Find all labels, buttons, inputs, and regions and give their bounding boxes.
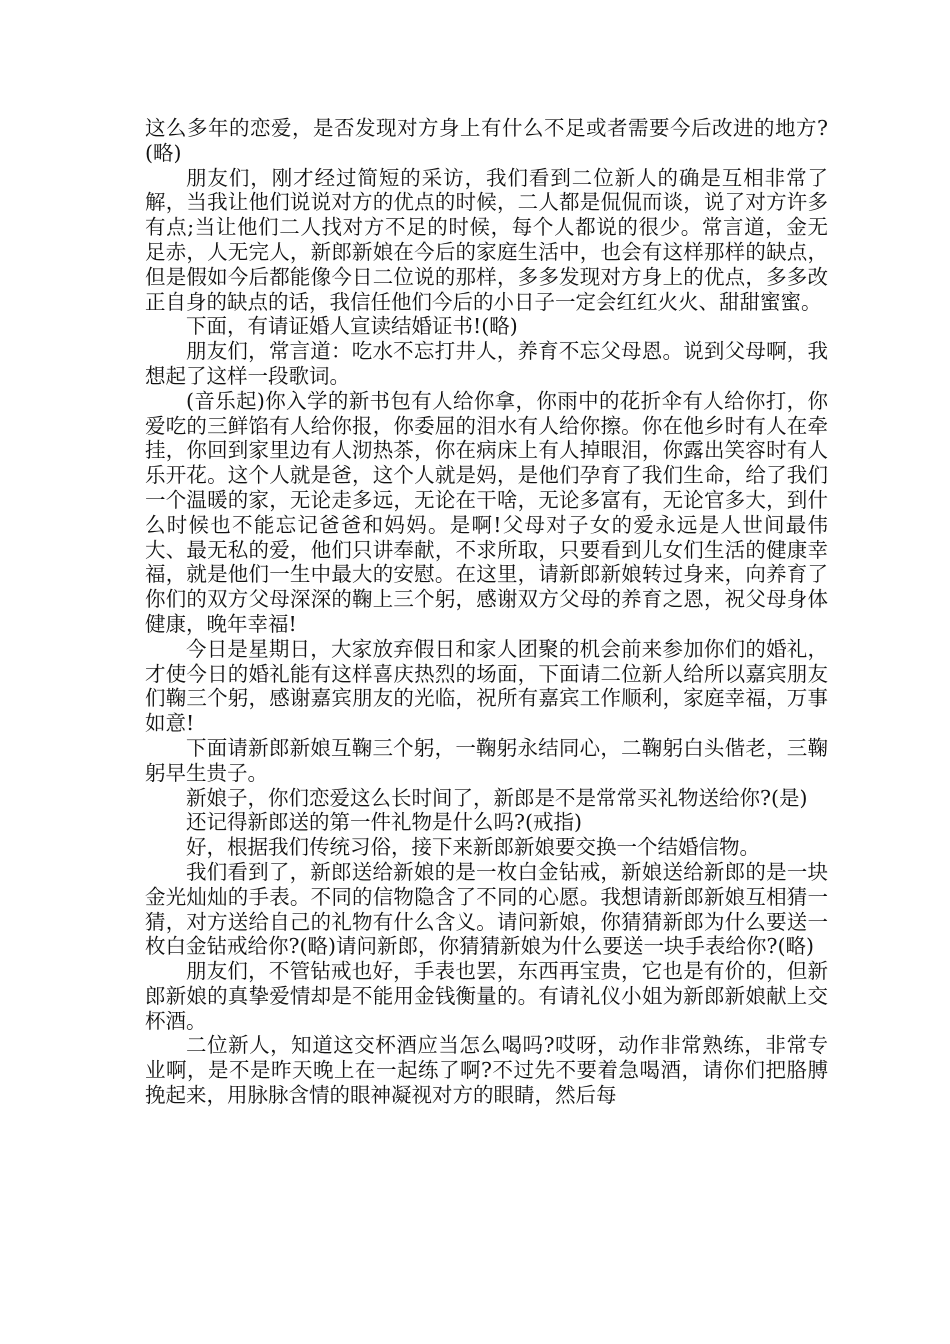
paragraph-4: 朋友们，常言道：吃水不忘打井人，养育不忘父母恩。说到父母啊，我想起了这样一段歌词。	[145, 339, 828, 388]
document-page	[145, 116, 828, 1108]
paragraph-10: 好，根据我们传统习俗，接下来新郎新娘要交换一个结婚信物。	[186, 835, 760, 860]
paragraph-8: 新娘子，你们恋爱这么长时间了，新郎是不是常常买礼物送给你?(是)	[186, 785, 808, 810]
paragraph-3: 下面，有请证婚人宣读结婚证书!(略)	[186, 314, 518, 339]
paragraph-9: 还记得新郎送的第一件礼物是什么吗?(戒指)	[186, 810, 582, 835]
paragraph-13: 二位新人，知道这交杯酒应当怎么喝吗?哎呀，动作非常熟练，非常专业啊，是不是昨天晚上在一起练了啊?不过先不要着急喝酒，请你们把胳膊挽起来，用脉脉含情的眼神凝视对方的眼睛，然后每	[145, 1033, 828, 1108]
paragraph-7: 下面请新郎新娘互鞠三个躬，一鞠躬永结同心，二鞠躬白头偕老，三鞠躬早生贵子。	[145, 735, 828, 785]
paragraph-11: 我们看到了，新郎送给新娘的是一枚白金钻戒，新娘送给新郎的是一块金光灿灿的手表。不同的信物隐含了不同的心愿。我想请新郎新娘互相猜一猜，对方送给自己的礼物有什么含义。请问新娘，你猜猜新郎为什么要送一枚白金钻戒给你?(略)请问新郎，你猜猜新娘为什么要送一块手表给你?(略)	[145, 859, 828, 959]
paragraph-2: 朋友们，刚才经过简短的采访，我们看到二位新人的确是互相非常了解，当我让他们说说对方的优点的时候，二人都是侃侃而谈，说了对方许多有点;当让他们二人找对方不足的时候，每个人都说的很少。常言道，金无足赤，人无完人，新郎新娘在今后的家庭生活中，也会有这样那样的缺点，但是假如今后都能像今日二位说的那样，多多发现对方身上的优点，多多改正自身的缺点的话，我信任他们今后的小日子一定会红红火火、甜甜蜜蜜。	[145, 165, 828, 314]
paragraph-12: 朋友们，不管钻戒也好，手表也罢，东西再宝贵，它也是有价的，但新郎新娘的真挚爱情却是不能用金钱衡量的。有请礼仪小姐为新郎新娘献上交杯酒。	[145, 959, 828, 1033]
paragraph-6: 今日是星期日，大家放弃假日和家人团聚的机会前来参加你们的婚礼，才使今日的婚礼能有这样喜庆热烈的场面，下面请二位新人给所以嘉宾朋友们鞠三个躬，感谢嘉宾朋友的光临，祝所有嘉宾工作顺利，家庭幸福，万事如意!	[145, 636, 828, 736]
paragraph-1: 这么多年的恋爱，是否发现对方身上有什么不足或者需要今后改进的地方?(略)	[145, 116, 828, 165]
paragraph-5: (音乐起)你入学的新书包有人给你拿，你雨中的花折伞有人给你打，你爱吃的三鲜馅有人给你报，你委屈的泪水有人给你擦。你在他乡时有人在牵挂，你回到家里边有人沏热茶，你在病床上有人掉眼泪，你露出笑容时有人乐开花。这个人就是爸，这个人就是妈，是他们孕育了我们生命，给了我们一个温暖的家，无论走多远，无论在干啥，无论多富有，无论官多大，到什么时候也不能忘记爸爸和妈妈。是啊!父母对子女的爱永远是人世间最伟大、最无私的爱，他们只讲奉献，不求所取，只要看到儿女们生活的健康幸福，就是他们一生中最大的安慰。在这里，请新郎新娘转过身来，向养育了你们的双方父母深深的鞠上三个躬，感谢双方父母的养育之恩，祝父母身体健康，晚年幸福!	[145, 388, 828, 636]
